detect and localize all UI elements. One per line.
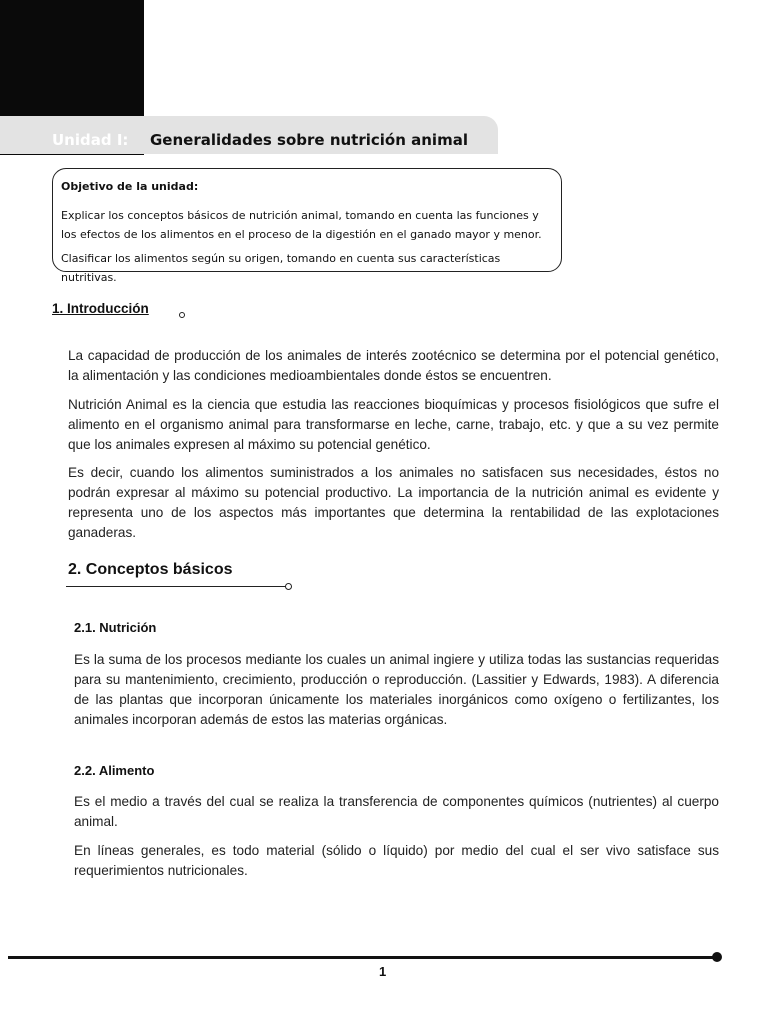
subsection-heading-alimento: 2.2. Alimento — [74, 763, 155, 778]
intro-paragraph: Es decir, cuando los alimentos suministrados a los animales no satisfacen sus necesidades, éstos no podrán expresar al máximo su potencial productivo. La importancia de la nutrición animal es evidente y representa uno de los aspectos más importantes que determina la rentabilidad de las explotaciones ganaderas. — [68, 465, 719, 540]
heading-bullet-dot — [179, 312, 185, 318]
intro-paragraph: La capacidad de producción de los animales de interés zootécnico se determina por el potencial genético, la alimentación y las condiciones medioambientales donde éstos se encuentren. — [68, 348, 719, 383]
section-heading-introduccion: 1. Introducción — [52, 301, 149, 316]
unit-title: Generalidades sobre nutrición animal — [150, 131, 468, 149]
section-heading-conceptos: 2. Conceptos básicos — [68, 561, 233, 578]
heading-underline — [66, 586, 286, 587]
intro-paragraph: Nutrición Animal es la ciencia que estudia las reacciones bioquímicas y procesos fisiológicos que sufre el alimento en el organismo animal para transformarse en leche, carne, trabajo, etc. y que a su vez permite que los animales expresen al máximo su potencial genético. — [68, 397, 719, 452]
objective-heading: Objetivo de la unidad: — [61, 180, 199, 193]
page-number: 1 — [379, 964, 387, 979]
footer-rule-dot — [712, 952, 722, 962]
objective-item: Clasificar los alimentos según su origen, tomando en cuenta sus características nutritivas. — [61, 252, 501, 284]
heading-line-dot — [285, 583, 292, 590]
nutricion-paragraph: Es la suma de los procesos mediante los cuales un animal ingiere y utiliza todas las sustancias requeridas para su mantenimiento, crecimiento, producción o reproducción. (Lassitier y Edwards, 1983). A diferencia de las plantas que incorporan únicamente los materiales inorgánicos como oxígeno o fertilizantes, los animales incorporan además de estos las materias orgánicas. — [74, 652, 719, 727]
unit-label: Unidad I: — [52, 131, 129, 149]
objective-item: Explicar los conceptos básicos de nutrición animal, tomando en cuenta las funciones y los efectos de los alimentos en el proceso de la digestión en el ganado mayor y menor. — [61, 209, 542, 241]
alimento-paragraph: Es el medio a través del cual se realiza la transferencia de componentes químicos (nutrientes) al cuerpo animal. — [74, 794, 719, 829]
subsection-heading-nutricion: 2.1. Nutrición — [74, 620, 157, 635]
footer-rule — [8, 956, 716, 959]
alimento-paragraph: En líneas generales, es todo material (sólido o líquido) por medio del cual el ser vivo satisface sus requerimientos nutricionales. — [74, 843, 719, 878]
objective-box — [52, 168, 562, 284]
